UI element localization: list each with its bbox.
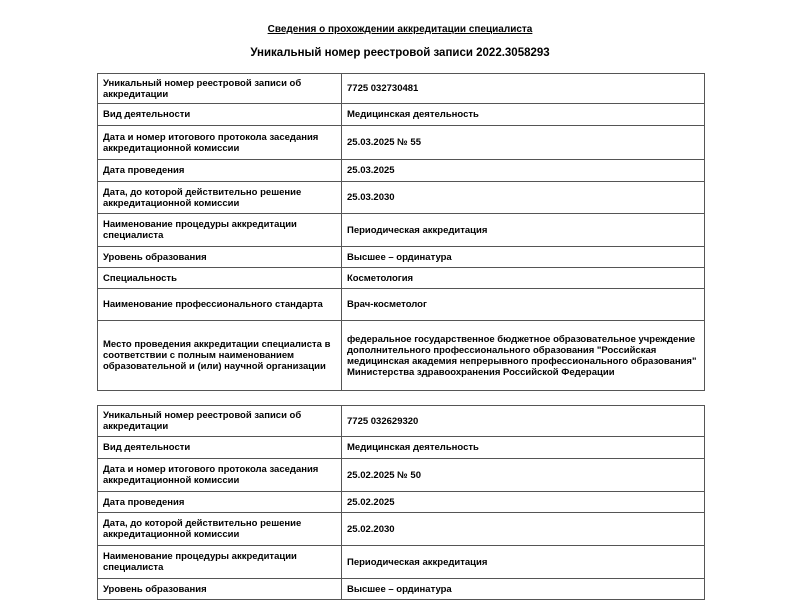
row-value: Врач-косметолог [342,289,705,321]
table-row [98,182,705,214]
row-label: Уровень образования [98,579,342,600]
record-table-1 [97,73,705,391]
table-row [98,214,705,247]
table-row [98,579,705,600]
table-row [98,437,705,459]
table-row [98,513,705,546]
row-label: Специальность [98,268,342,289]
row-value: Периодическая аккредитация [342,546,705,579]
row-label: Дата и номер итогового протокола заседания аккредитационной комиссии [98,459,342,492]
table-row [98,160,705,182]
row-value: Косметология [342,268,705,289]
row-label: Уровень образования [98,247,342,268]
row-value: 25.03.2025 [342,160,705,182]
table-row [98,247,705,268]
row-label: Вид деятельности [98,437,342,459]
row-value: 25.03.2030 [342,182,705,214]
row-value: 25.02.2030 [342,513,705,546]
row-value: 7725 032730481 [342,74,705,104]
row-label: Дата, до которой действительно решение аккредитационной комиссии [98,513,342,546]
document-heading: Сведения о прохождении аккредитации специалиста [267,24,533,35]
row-value: 7725 032629320 [342,406,705,437]
row-value: 25.02.2025 [342,492,705,513]
row-value: 25.03.2025 № 55 [342,126,705,160]
table-row [98,104,705,126]
table-row [98,321,705,391]
row-value: 25.02.2025 № 50 [342,459,705,492]
table-row [98,459,705,492]
row-label: Уникальный номер реестровой записи об аккредитации [98,406,342,437]
document-title: Уникальный номер реестровой записи 2022.3058293 [250,47,550,59]
row-label: Место проведения аккредитации специалиста в соответствии с полным наименованием образовательной и (или) научной организации [98,321,342,391]
row-value: Медицинская деятельность [342,104,705,126]
row-value: Медицинская деятельность [342,437,705,459]
table-row [98,289,705,321]
table-row [98,126,705,160]
row-value: Высшее – ординатура [342,579,705,600]
row-label: Дата проведения [98,492,342,513]
row-label: Наименование процедуры аккредитации специалиста [98,546,342,579]
row-label: Дата, до которой действительно решение аккредитационной комиссии [98,182,342,214]
table-row [98,268,705,289]
row-label: Уникальный номер реестровой записи об аккредитации [98,74,342,104]
row-label: Дата и номер итогового протокола заседания аккредитационной комиссии [98,126,342,160]
row-value: Высшее – ординатура [342,247,705,268]
row-value: Периодическая аккредитация [342,214,705,247]
row-label: Наименование профессионального стандарта [98,289,342,321]
table-row [98,492,705,513]
table-row [98,74,705,104]
row-label: Наименование процедуры аккредитации специалиста [98,214,342,247]
table-row [98,406,705,437]
row-label: Вид деятельности [98,104,342,126]
row-label: Дата проведения [98,160,342,182]
row-value: федеральное государственное бюджетное образовательное учреждение дополнительного профессионального образования "Российская медицинская академия непрерывного профессионального образования" Министерства здравоохранения Российской Федерации [342,321,705,391]
table-row [98,546,705,579]
record-table-2 [97,405,705,600]
